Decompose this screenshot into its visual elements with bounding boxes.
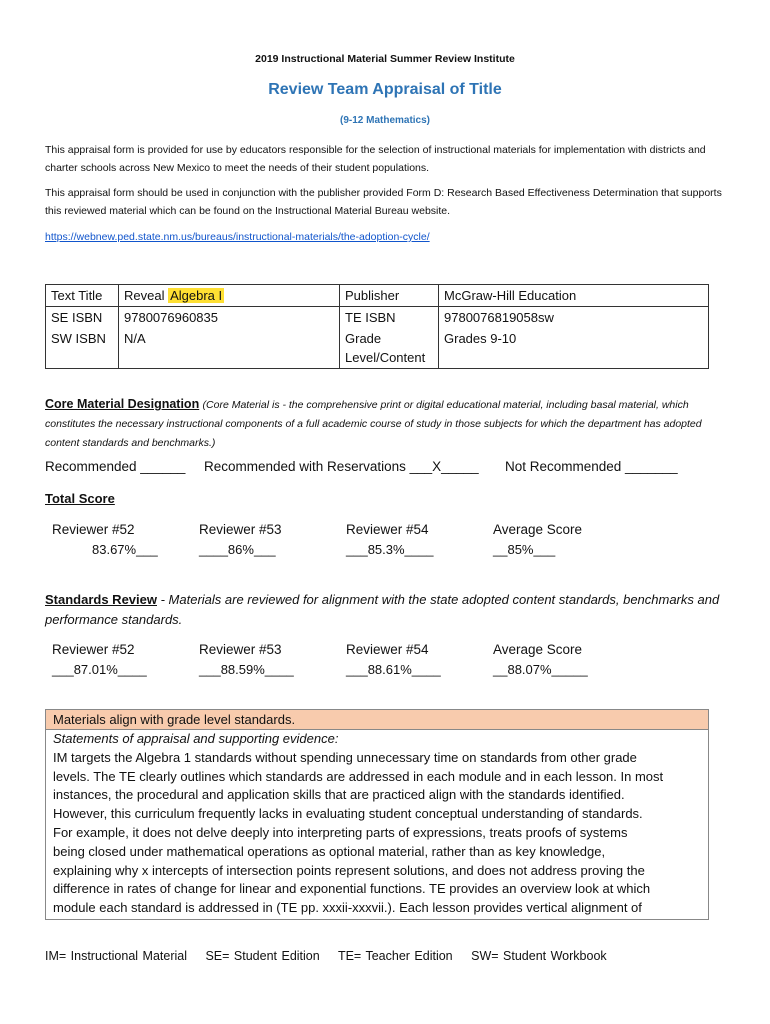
adoption-cycle-link[interactable]: https://webnew.ped.state.nm.us/bureaus/instructional-materials/the-adoption-cycle/ [45, 231, 430, 243]
footer-te: TE= Teacher Edition [337, 949, 453, 963]
total-reviewer-54-score: ___85.3%____ [346, 542, 434, 557]
standards-review-heading: Standards Review [45, 592, 157, 607]
total-average-label: Average Score [493, 522, 583, 537]
standards-reviewer-54-score: ___88.61%____ [346, 662, 441, 677]
not-recommended-option: Not Recommended _______ [505, 459, 678, 474]
grade-label-line1: Grade [345, 331, 382, 346]
evidence-line: instances, the procedural and application skills that are practiced align with the standards identified. [53, 787, 625, 803]
evidence-line: module each standard is addressed in (TE pp. xxxii-xxxvii.). Each lesson provides vertical alignment of [53, 900, 642, 916]
table-row [46, 285, 709, 307]
total-reviewer-53-score: ____86%___ [199, 542, 276, 557]
evidence-line: However, this curriculum frequently lacks in evaluating student conceptual understanding of standards. [53, 806, 643, 822]
core-designation-description: (Core Material is - the comprehensive print or digital educational material, including basal material, which constitutes the necessary instructional components of a full academic course of study in those subjects for which the department has adopted content standards and benchmarks.) [45, 399, 702, 449]
se-isbn-value: 9780076960835 [119, 307, 340, 329]
grade-value: Grades 9-10 [439, 328, 709, 369]
standards-review [45, 590, 725, 630]
table-row [46, 328, 709, 369]
evidence-line: IM targets the Algebra 1 standards without spending unnecessary time on standards from other grade [53, 749, 637, 765]
total-reviewer-52-score: 83.67%___ [92, 542, 158, 557]
evidence-line: being closed under mathematical operations as optional material, rather than as key knowledge, [53, 843, 606, 859]
alignment-box-header: Materials align with grade level standards. [46, 710, 708, 730]
te-isbn-label: TE ISBN [340, 307, 439, 329]
total-average-score: __85%___ [493, 542, 556, 557]
publisher-label: Publisher [340, 285, 439, 307]
recommended-option: Recommended ______ [45, 459, 186, 474]
total-reviewer-52-label: Reviewer #52 [52, 522, 135, 537]
evidence-line: explaining why x intercepts of intersection points represent solutions, and does not address proving the [53, 862, 645, 878]
evidence-line: For example, it does not delve deeply into interpreting parts of expressions, treats proofs of systems [53, 824, 628, 840]
core-designation [45, 395, 725, 452]
text-title-value [119, 285, 340, 307]
se-isbn-label: SE ISBN [46, 307, 119, 329]
table-row [46, 307, 709, 329]
text-title-prefix: Reveal [124, 288, 169, 303]
footer-im: IM= Instructional Material [45, 949, 187, 963]
institute-heading: 2019 Instructional Material Summer Review Institute [255, 53, 515, 65]
total-reviewer-54-label: Reviewer #54 [346, 522, 429, 537]
alignment-evidence-box [45, 709, 709, 920]
standards-reviewer-53-label: Reviewer #53 [199, 642, 282, 657]
alignment-box-body [46, 730, 708, 918]
te-isbn-value: 9780076819058sw [439, 307, 709, 329]
standards-reviewer-53-score: ___88.59%____ [199, 662, 294, 677]
intro-paragraph-1: This appraisal form is provided for use by educators responsible for the selection of instructional materials for implementation with districts and charter schools across New Mexico to meet the needs of their student populations. [45, 144, 706, 174]
evidence-lead: Statements of appraisal and supporting evidence: [53, 731, 339, 746]
standards-reviewer-52-score: ___87.01%____ [52, 662, 147, 677]
total-reviewer-53-label: Reviewer #53 [199, 522, 282, 537]
standards-reviewer-52-label: Reviewer #52 [52, 642, 135, 657]
core-designation-heading: Core Material Designation [45, 397, 200, 411]
sw-isbn-label: SW ISBN [46, 328, 119, 369]
page-subtitle: (9-12 Mathematics) [339, 115, 431, 126]
footer-se: SE= Student Edition [205, 949, 320, 963]
text-title-highlight: Algebra I [170, 288, 223, 303]
grade-label [340, 328, 439, 369]
footer-sw: SW= Student Workbook [471, 949, 607, 963]
page-title: Review Team Appraisal of Title [268, 81, 502, 98]
text-title-label: Text Title [46, 285, 119, 307]
sw-isbn-value: N/A [119, 328, 340, 369]
intro-paragraph-2: This appraisal form should be used in conjunction with the publisher provided Form D: Research Based Effectiveness Determination that supports this reviewed material which can be found on the Instructional Material Bureau website. [45, 187, 722, 217]
standards-review-description: - Materials are reviewed for alignment with the state adopted content standards, benchmarks and performance standards. [45, 592, 720, 627]
title-info-table [45, 284, 709, 369]
evidence-line: levels. The TE clearly outlines which standards are addressed in each module and in each lesson. In most [53, 768, 664, 784]
recommended-reservations-option: Recommended with Reservations ___X_____ [204, 459, 479, 474]
publisher-value: McGraw-Hill Education [439, 285, 709, 307]
footer-abbreviations [45, 949, 621, 963]
standards-average-label: Average Score [493, 642, 583, 657]
total-score-heading: Total Score [45, 491, 115, 506]
grade-label-line2: Level/Content [345, 350, 426, 365]
standards-reviewer-54-label: Reviewer #54 [346, 642, 429, 657]
evidence-line: difference in rates of change for linear and exponential functions. TE provides an overview look at which [53, 881, 651, 897]
standards-average-score: __88.07%_____ [493, 662, 588, 677]
